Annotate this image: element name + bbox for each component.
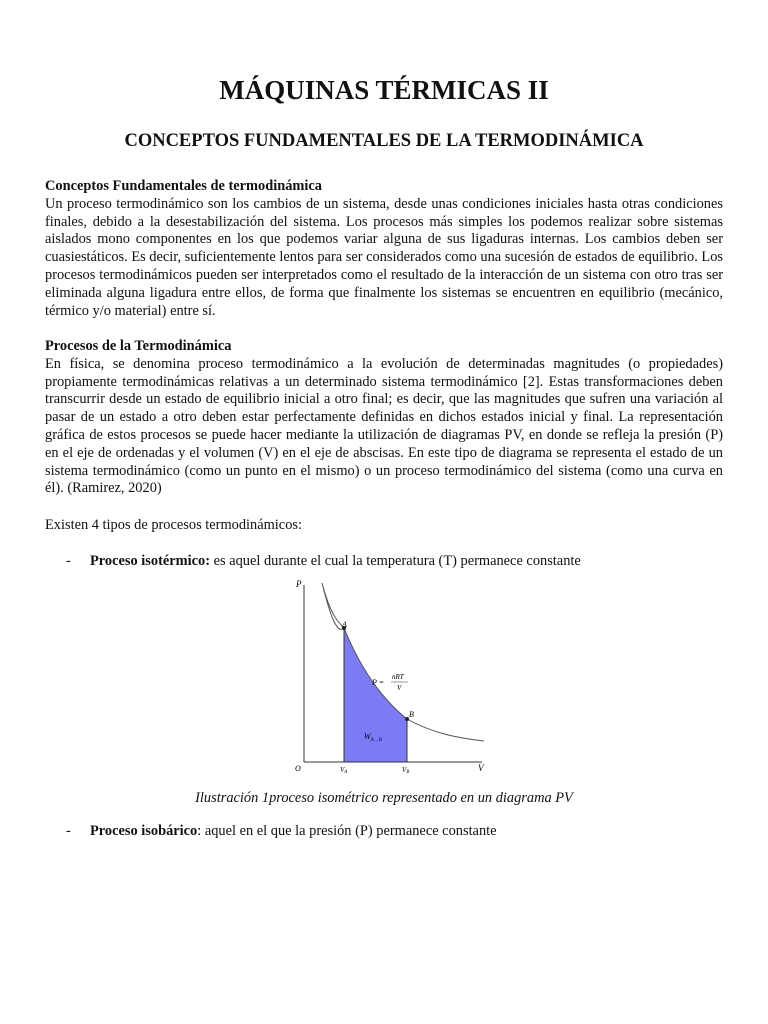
va-label: VA — [340, 766, 348, 775]
bullet-dash: - — [66, 823, 71, 839]
point-b-label: B — [409, 710, 414, 719]
section-conceptos — [45, 178, 723, 320]
pv-diagram — [282, 575, 492, 775]
work-label: $W_{A\to B}$ — [364, 732, 382, 743]
section-procesos — [45, 338, 723, 498]
formula-denominator: V — [397, 684, 402, 692]
bullet-isotermico — [66, 552, 581, 570]
formula-lhs: P = — [372, 678, 385, 687]
bullet-text: es aquel durante el cual la temperatura (T) permanece constante — [210, 553, 581, 569]
section-body: En física, se denomina proceso termodinámico a la evolución de determinadas magnitudes (o propiedades) propiamente termodinámicas relativas a un determinado sistema termodinámico [2]. Estas transformaciones deben transcurrir desde un estado de equilibrio inicial a otro final; es decir, que las magnitudes que sufren una variación al pasar de un estado a otro deben estar perfectamente definidas en dichos estados inicial y final. La representación gráfica de estos procesos se puede hacer mediante la utilización de diagramas PV, en donde se refleja la presión (P) en el eje de ordenadas y el volumen (V) en el eje de abscisas. En este tipo de diagrama se representa el estado de un sistema termodinámico (como un punto en el mismo) o un proceso termodinámico del sistema (como una curva en él). (Ramirez, 2020) — [45, 355, 723, 497]
section-body: Un proceso termodinámico son los cambios de un sistema, desde unas condiciones iniciales hasta otras condiciones finales, debido a la desestabilización del sistema. Los procesos más simples los podemos realizar sobre sistemas aislados mono componentes en los que podemos variar alguna de sus ligaduras internas. Los cambios deben ser cuasiestáticos. Es decir, suficientemente lentos para ser considerados como una sucesión de estados de equilibrio. Los procesos termodinámicos pueden ser interpretados como el resultado de la interacción de un sistema con otro tras ser eliminada alguna ligadura entre ellos, de forma que finalmente los sistemas se encuentren en equilibrio (mecánico, térmico y/o material) entre sí. — [45, 195, 723, 319]
bullet-term: Proceso isobárico — [90, 823, 198, 839]
figure-caption: Ilustración 1proceso isométrico representado en un diagrama PV — [195, 790, 573, 806]
formula-numerator: nRT — [392, 673, 404, 681]
document-subtitle: CONCEPTOS FUNDAMENTALES DE LA TERMODINÁMICA — [124, 131, 644, 151]
bullet-text: : aquel en el que la presión (P) permanece constante — [197, 823, 497, 839]
vb-label: VB — [402, 766, 410, 775]
bullet-dash: - — [66, 553, 71, 569]
bullet-term: Proceso isotérmico: — [90, 553, 211, 569]
axis-label-v: V — [478, 763, 484, 773]
point-a-label: A — [342, 620, 347, 629]
bullet-isobarico — [66, 822, 497, 840]
document-title: MÁQUINAS TÉRMICAS II — [219, 75, 549, 105]
intro-text: Existen 4 tipos de procesos termodinámicos: — [45, 517, 302, 533]
section-heading: Procesos de la Termodinámica — [45, 338, 232, 354]
section-heading: Conceptos Fundamentales de termodinámica — [45, 178, 323, 194]
origin-label: O — [295, 764, 301, 773]
axis-label-p: P — [296, 579, 302, 589]
